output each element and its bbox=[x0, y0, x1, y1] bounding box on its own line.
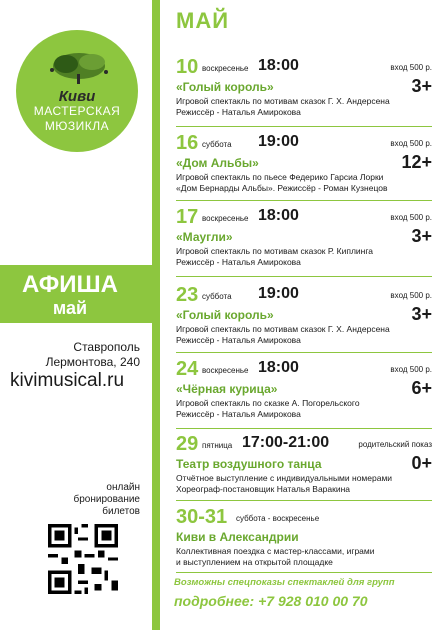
group-shows-note: Возможны спецпоказы спектаклей для групп bbox=[174, 577, 395, 588]
event-day: 30-31 bbox=[176, 506, 228, 528]
logo-line-2: МЮЗИКЛА bbox=[44, 119, 110, 133]
separator bbox=[176, 126, 432, 127]
event-title: «Дом Альбы» bbox=[176, 156, 259, 170]
event-price: вход 500 р. bbox=[390, 291, 432, 300]
event-weekday: суббота - воскресенье bbox=[236, 514, 320, 523]
event-desc-2: Режиссёр - Наталья Амирокова bbox=[176, 257, 301, 267]
event-day: 10 bbox=[176, 56, 199, 78]
event-item bbox=[176, 284, 432, 346]
event-day: 29 bbox=[176, 433, 199, 455]
event-item bbox=[176, 433, 432, 495]
event-weekday: суббота bbox=[202, 140, 232, 149]
qr-code-icon[interactable] bbox=[48, 524, 118, 594]
contact-phone[interactable]: подробнее: +7 928 010 00 70 bbox=[174, 593, 368, 609]
separator bbox=[176, 500, 432, 501]
event-age: 0+ bbox=[411, 453, 432, 473]
event-price: вход 500 р. bbox=[390, 63, 432, 72]
event-time: 18:00 bbox=[258, 207, 299, 224]
event-time: 18:00 bbox=[258, 57, 299, 74]
event-day: 16 bbox=[176, 132, 199, 154]
event-weekday: воскресенье bbox=[202, 64, 249, 73]
event-desc-1: Игровой спектакль по пьесе Федерико Гарсиа Лорки bbox=[176, 172, 384, 182]
event-age: 3+ bbox=[411, 226, 432, 246]
event-price: вход 500 р. bbox=[390, 139, 432, 148]
address-street: Лермонтова, 240 bbox=[45, 355, 140, 369]
month-heading: МАЙ bbox=[176, 8, 230, 33]
event-item bbox=[176, 132, 432, 194]
logo-brand: Киви bbox=[58, 88, 96, 105]
afisha-subtitle: май bbox=[52, 298, 88, 318]
event-age: 12+ bbox=[401, 152, 432, 172]
event-desc-2: Хореограф-постановщик Наталья Варакина bbox=[176, 484, 351, 494]
event-desc-2: «Дом Бернарды Альбы». Режиссёр - Роман Кузнецов bbox=[176, 183, 388, 193]
logo-line-1: МАСТЕРСКАЯ bbox=[33, 104, 121, 118]
event-title: Киви в Александрии bbox=[176, 530, 299, 544]
event-title: «Маугли» bbox=[176, 230, 233, 244]
left-panel bbox=[0, 0, 152, 630]
event-day: 24 bbox=[176, 358, 199, 380]
separator bbox=[176, 572, 432, 573]
separator bbox=[176, 428, 432, 429]
event-weekday: воскресенье bbox=[202, 366, 249, 375]
event-desc-1: Отчётное выступление с индивидуальными номерами bbox=[176, 473, 393, 483]
event-desc-2: и выступлением на открытой площадке bbox=[176, 557, 333, 567]
tree-icon bbox=[44, 50, 114, 86]
event-age: 3+ bbox=[411, 304, 432, 324]
event-desc-1: Игровой спектакль по сказке А. Погорельского bbox=[176, 398, 360, 408]
separator bbox=[176, 352, 432, 353]
booking-note bbox=[73, 482, 140, 518]
event-price: вход 500 р. bbox=[390, 365, 432, 374]
event-item bbox=[176, 506, 432, 568]
event-price: родительский показ bbox=[358, 440, 432, 449]
event-desc-1: Игровой спектакль по мотивам сказок Р. Киплинга bbox=[176, 246, 374, 256]
event-title: «Голый король» bbox=[176, 80, 274, 94]
event-weekday: воскресенье bbox=[202, 214, 249, 223]
event-time: 19:00 bbox=[258, 133, 299, 150]
event-desc-2: Режиссёр - Наталья Амирокова bbox=[176, 409, 301, 419]
event-desc-1: Игровой спектакль по мотивам сказок Г. Х. Андерсена bbox=[176, 324, 390, 334]
divider-stripe bbox=[152, 0, 160, 630]
event-weekday: пятница bbox=[202, 441, 233, 450]
event-time: 19:00 bbox=[258, 285, 299, 302]
event-age: 6+ bbox=[411, 378, 432, 398]
event-weekday: суббота bbox=[202, 292, 232, 301]
event-item bbox=[176, 56, 432, 118]
separator bbox=[176, 200, 432, 201]
event-title: «Голый король» bbox=[176, 308, 274, 322]
booking-line-3: билетов bbox=[102, 506, 140, 517]
event-item bbox=[176, 358, 432, 420]
event-price: вход 500 р. bbox=[390, 213, 432, 222]
booking-line-2: бронирование bbox=[73, 494, 140, 505]
booking-line-1: онлайн bbox=[106, 482, 140, 493]
website-link[interactable]: kivimusical.ru bbox=[10, 370, 125, 391]
event-time: 18:00 bbox=[258, 359, 299, 376]
event-item bbox=[176, 206, 432, 268]
event-day: 23 bbox=[176, 284, 199, 306]
afisha-title: АФИША bbox=[22, 271, 118, 298]
event-time: 17:00-21:00 bbox=[242, 434, 330, 451]
event-title: «Чёрная курица» bbox=[176, 382, 278, 396]
event-day: 17 bbox=[176, 206, 199, 228]
event-desc-1: Игровой спектакль по мотивам сказок Г. Х. Андерсена bbox=[176, 96, 390, 106]
address bbox=[46, 340, 140, 370]
separator bbox=[176, 276, 432, 277]
afisha-banner bbox=[0, 265, 152, 323]
event-desc-2: Режиссёр - Наталья Амирокова bbox=[176, 107, 301, 117]
event-age: 3+ bbox=[411, 76, 432, 96]
address-city: Ставрополь bbox=[73, 340, 140, 354]
event-desc-2: Режиссёр - Наталья Амирокова bbox=[176, 335, 301, 345]
event-title: Театр воздушного танца bbox=[176, 457, 322, 471]
event-desc-1: Коллективная поездка с мастер-классами, играми bbox=[176, 546, 375, 556]
logo bbox=[16, 30, 138, 152]
